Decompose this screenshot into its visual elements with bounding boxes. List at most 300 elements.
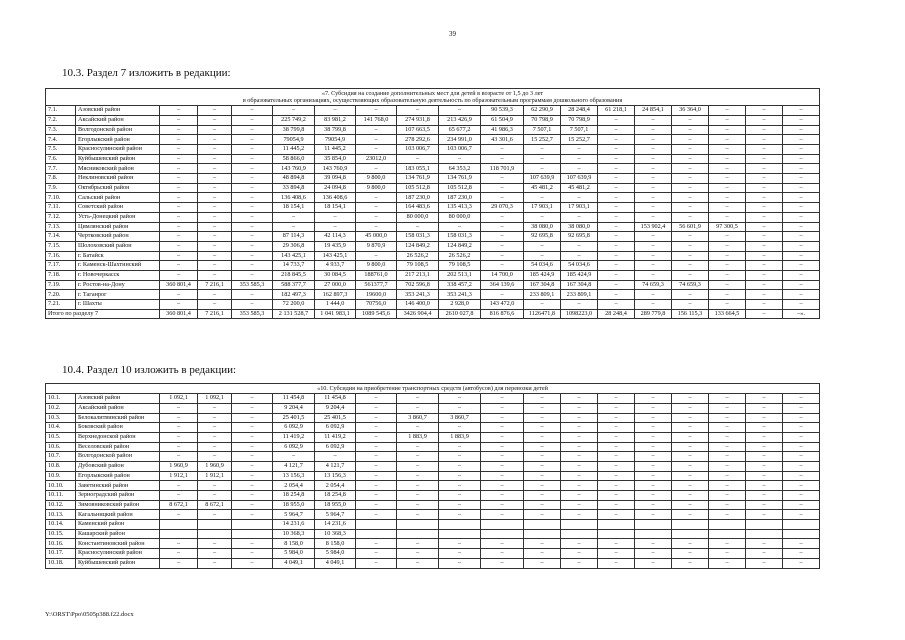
value-cell: – [598, 394, 635, 404]
value-cell: – [524, 300, 561, 310]
value-cell: – [356, 452, 397, 462]
value-cell: – [198, 203, 232, 213]
value-cell: 9 800,0 [356, 261, 397, 271]
value-cell: – [524, 212, 561, 222]
value-cell: – [561, 403, 598, 413]
value-cell: – [198, 290, 232, 300]
value-cell: 1 092,1 [160, 394, 198, 404]
value-cell: – [198, 432, 232, 442]
value-cell: – [356, 558, 397, 568]
value-cell: – [672, 461, 709, 471]
value-cell: – [672, 135, 709, 145]
value-cell: 7 216,1 [198, 280, 232, 290]
value-cell: 29 306,8 [273, 241, 315, 251]
value-cell: – [709, 174, 746, 184]
row-number: 10.7. [46, 452, 76, 462]
value-cell: – [746, 183, 783, 193]
total-value-cell: 1126471,8 [524, 309, 561, 319]
table-row [46, 432, 820, 442]
value-cell: – [356, 510, 397, 520]
value-cell: – [160, 432, 198, 442]
value-cell: – [783, 280, 820, 290]
value-cell: – [746, 280, 783, 290]
value-cell: – [232, 183, 273, 193]
value-cell: 41 986,3 [481, 125, 524, 135]
value-cell: – [524, 403, 561, 413]
value-cell: – [783, 183, 820, 193]
value-cell: – [356, 164, 397, 174]
row-number: 7.2. [46, 115, 76, 125]
value-cell: 4 121,7 [315, 461, 356, 471]
value-cell: – [783, 394, 820, 404]
value-cell: – [232, 203, 273, 213]
value-cell: – [635, 394, 672, 404]
value-cell: 23012,0 [356, 154, 397, 164]
value-cell: – [783, 115, 820, 125]
value-cell: – [232, 164, 273, 174]
value-cell: – [709, 423, 746, 433]
value-cell: 4 049,1 [273, 558, 315, 568]
value-cell [598, 520, 635, 530]
value-cell: – [672, 558, 709, 568]
section-10-table [45, 383, 820, 569]
value-cell: – [160, 300, 198, 310]
value-cell: 202 513,1 [439, 270, 481, 280]
value-cell: – [746, 115, 783, 125]
value-cell: 188761,0 [356, 270, 397, 280]
value-cell: – [746, 193, 783, 203]
row-number: 7.15. [46, 241, 76, 251]
value-cell: – [232, 539, 273, 549]
value-cell: 103 006,7 [397, 145, 439, 155]
value-cell: 97 300,5 [709, 222, 746, 232]
value-cell: – [672, 510, 709, 520]
value-cell: – [273, 452, 315, 462]
value-cell: 29 070,3 [481, 203, 524, 213]
municipality-name: Заветинский район [76, 481, 160, 491]
value-cell: 124 849,2 [439, 241, 481, 251]
total-value-cell: 1 041 983,1 [315, 309, 356, 319]
value-cell: – [561, 251, 598, 261]
value-cell: 4 121,7 [273, 461, 315, 471]
value-cell: – [198, 193, 232, 203]
value-cell: – [561, 500, 598, 510]
value-cell: 79054,9 [273, 135, 315, 145]
value-cell: – [709, 500, 746, 510]
municipality-name: Егорлыкский район [76, 135, 160, 145]
value-cell: – [232, 270, 273, 280]
table-row [46, 164, 820, 174]
value-cell: – [709, 549, 746, 559]
value-cell: – [635, 442, 672, 452]
value-cell: – [709, 203, 746, 213]
value-cell: 164 483,6 [397, 203, 439, 213]
value-cell: – [481, 452, 524, 462]
value-cell: – [397, 394, 439, 404]
value-cell: – [524, 241, 561, 251]
value-cell: 26 526,2 [397, 251, 439, 261]
value-cell: 24 094,8 [315, 183, 356, 193]
value-cell: – [481, 432, 524, 442]
value-cell: – [198, 442, 232, 452]
value-cell: – [273, 212, 315, 222]
value-cell: – [524, 549, 561, 559]
value-cell: – [561, 212, 598, 222]
value-cell: 1 960,9 [198, 461, 232, 471]
row-number: 10.14. [46, 520, 76, 530]
value-cell: – [672, 251, 709, 261]
value-cell: 702 596,8 [397, 280, 439, 290]
value-cell: – [397, 549, 439, 559]
value-cell: – [783, 241, 820, 251]
value-cell: – [783, 510, 820, 520]
value-cell: 54 034,6 [561, 261, 598, 271]
municipality-name: Боковский район [76, 423, 160, 433]
municipality-name: г. Таганрог [76, 290, 160, 300]
value-cell: – [672, 452, 709, 462]
value-cell: – [783, 442, 820, 452]
value-cell: – [160, 125, 198, 135]
value-cell: 2 054,4 [315, 481, 356, 491]
value-cell: – [746, 500, 783, 510]
value-cell: – [198, 183, 232, 193]
value-cell: 135 413,3 [439, 203, 481, 213]
value-cell: – [232, 115, 273, 125]
value-cell: – [198, 154, 232, 164]
municipality-name: Красносулинский район [76, 145, 160, 155]
row-number: 7.8. [46, 174, 76, 184]
value-cell: – [746, 145, 783, 155]
value-cell: – [524, 154, 561, 164]
value-cell [481, 529, 524, 539]
table-row [46, 413, 820, 423]
value-cell: – [635, 491, 672, 501]
value-cell: 74 659,3 [635, 280, 672, 290]
value-cell: 143 425,1 [273, 251, 315, 261]
total-value-cell: 7 216,1 [198, 309, 232, 319]
value-cell: – [672, 145, 709, 155]
row-number: 7.16. [46, 251, 76, 261]
value-cell: 143 425,1 [315, 251, 356, 261]
value-cell: – [635, 145, 672, 155]
value-cell: – [598, 183, 635, 193]
value-cell: 353 241,3 [439, 290, 481, 300]
value-cell: – [198, 452, 232, 462]
municipality-name: Куйбышевский район [76, 558, 160, 568]
value-cell: – [439, 491, 481, 501]
table-row [46, 558, 820, 568]
value-cell: 10 368,3 [273, 529, 315, 539]
table-row [46, 500, 820, 510]
value-cell: 36 364,0 [672, 106, 709, 116]
value-cell [232, 520, 273, 530]
value-cell: – [709, 394, 746, 404]
value-cell: 8 672,1 [198, 500, 232, 510]
value-cell: – [397, 423, 439, 433]
value-cell [709, 520, 746, 530]
table-row [46, 423, 820, 433]
total-value-cell: –». [783, 309, 820, 319]
value-cell [709, 529, 746, 539]
value-cell: 24 854,1 [635, 106, 672, 116]
value-cell: 58 866,0 [273, 154, 315, 164]
value-cell: 10 368,3 [315, 529, 356, 539]
value-cell: – [672, 300, 709, 310]
value-cell: – [356, 471, 397, 481]
row-number: 7.13. [46, 222, 76, 232]
value-cell [672, 520, 709, 530]
value-cell: 162 897,3 [315, 290, 356, 300]
value-cell: – [198, 413, 232, 423]
row-number: 7.4. [46, 135, 76, 145]
value-cell: – [598, 442, 635, 452]
value-cell: – [524, 145, 561, 155]
municipality-name: Константиновский район [76, 539, 160, 549]
value-cell: – [709, 241, 746, 251]
value-cell: – [160, 452, 198, 462]
value-cell: 11 445,2 [315, 145, 356, 155]
value-cell: – [635, 423, 672, 433]
row-number: 7.1. [46, 106, 76, 116]
value-cell: – [561, 491, 598, 501]
value-cell: – [672, 549, 709, 559]
value-cell: – [709, 432, 746, 442]
value-cell: – [746, 106, 783, 116]
page-number: 39 [449, 30, 456, 38]
value-cell: – [783, 261, 820, 271]
value-cell: – [160, 106, 198, 116]
value-cell: – [783, 500, 820, 510]
value-cell: 5 984,0 [315, 549, 356, 559]
value-cell: – [709, 251, 746, 261]
value-cell: – [746, 432, 783, 442]
value-cell: – [160, 212, 198, 222]
value-cell: – [356, 481, 397, 491]
value-cell: 9 800,0 [356, 174, 397, 184]
value-cell: – [524, 491, 561, 501]
value-cell: – [198, 241, 232, 251]
value-cell: – [783, 471, 820, 481]
value-cell: – [783, 481, 820, 491]
value-cell: – [672, 193, 709, 203]
value-cell: 33 894,8 [273, 183, 315, 193]
total-value-cell: 2 131 528,7 [273, 309, 315, 319]
municipality-name: Советский район [76, 203, 160, 213]
value-cell: – [709, 125, 746, 135]
value-cell: 234 991,0 [439, 135, 481, 145]
table-row [46, 222, 820, 232]
value-cell: – [198, 174, 232, 184]
municipality-name: Октябрьский район [76, 183, 160, 193]
value-cell: 2 928,0 [439, 300, 481, 310]
value-cell: – [232, 300, 273, 310]
value-cell: – [160, 270, 198, 280]
value-cell: – [783, 145, 820, 155]
value-cell [160, 520, 198, 530]
value-cell: – [672, 491, 709, 501]
total-value-cell: 360 801,4 [160, 309, 198, 319]
value-cell [746, 520, 783, 530]
row-number: 10.2. [46, 403, 76, 413]
value-cell: 11 454,8 [273, 394, 315, 404]
value-cell: – [598, 280, 635, 290]
value-cell [160, 529, 198, 539]
value-cell: – [561, 154, 598, 164]
value-cell: – [709, 135, 746, 145]
municipality-name: Зимовниковский район [76, 500, 160, 510]
value-cell: – [561, 558, 598, 568]
value-cell [439, 529, 481, 539]
value-cell: 14 231,6 [315, 520, 356, 530]
value-cell: – [746, 222, 783, 232]
value-cell: – [672, 290, 709, 300]
table-row [46, 520, 820, 530]
value-cell: – [439, 471, 481, 481]
value-cell: 185 424,9 [524, 270, 561, 280]
value-cell: 364 139,6 [481, 280, 524, 290]
file-path-footer: Y:\ORST\Ppo\0505p388.f22.docx [45, 611, 134, 618]
value-cell: – [232, 232, 273, 242]
value-cell: 28 248,4 [561, 106, 598, 116]
value-cell: – [709, 491, 746, 501]
value-cell: – [524, 452, 561, 462]
value-cell: 11 419,2 [315, 432, 356, 442]
table-row [46, 549, 820, 559]
value-cell: – [160, 558, 198, 568]
value-cell: – [160, 510, 198, 520]
value-cell: 74 659,3 [672, 280, 709, 290]
value-cell: 5 984,0 [273, 549, 315, 559]
value-cell: – [232, 461, 273, 471]
value-cell: 19600,0 [356, 290, 397, 300]
table-row [46, 539, 820, 549]
value-cell: – [524, 471, 561, 481]
value-cell: 107 639,9 [561, 174, 598, 184]
value-cell: – [672, 212, 709, 222]
value-cell: – [397, 539, 439, 549]
value-cell [561, 529, 598, 539]
value-cell: – [783, 452, 820, 462]
value-cell: – [356, 106, 397, 116]
table-row [46, 135, 820, 145]
value-cell: – [315, 106, 356, 116]
value-cell: 7 507,1 [561, 125, 598, 135]
value-cell: – [397, 510, 439, 520]
value-cell: – [198, 222, 232, 232]
value-cell [397, 529, 439, 539]
value-cell: – [356, 539, 397, 549]
row-number: 7.12. [46, 212, 76, 222]
value-cell: 1 883,9 [439, 432, 481, 442]
value-cell [561, 520, 598, 530]
value-cell: 80 000,0 [397, 212, 439, 222]
value-cell: – [481, 539, 524, 549]
value-cell: – [397, 403, 439, 413]
municipality-name: Азовский район [76, 106, 160, 116]
value-cell: – [439, 461, 481, 471]
value-cell: 64 353,2 [439, 164, 481, 174]
value-cell: – [160, 193, 198, 203]
value-cell: – [198, 106, 232, 116]
value-cell: – [481, 241, 524, 251]
value-cell: – [524, 432, 561, 442]
value-cell: – [198, 558, 232, 568]
value-cell: – [598, 491, 635, 501]
value-cell: 8 158,0 [273, 539, 315, 549]
value-cell: – [598, 452, 635, 462]
row-number: 10.12. [46, 500, 76, 510]
value-cell: 25 401,5 [273, 413, 315, 423]
value-cell: – [356, 491, 397, 501]
value-cell: – [709, 115, 746, 125]
value-cell: 61 218,1 [598, 106, 635, 116]
table-row [46, 481, 820, 491]
value-cell: 79054,9 [315, 135, 356, 145]
value-cell: – [356, 251, 397, 261]
value-cell: 1 444,0 [315, 300, 356, 310]
value-cell: 70 798,9 [524, 115, 561, 125]
value-cell: – [635, 510, 672, 520]
municipality-name: г. Батайск [76, 251, 160, 261]
value-cell: – [635, 270, 672, 280]
value-cell: 38 080,0 [561, 222, 598, 232]
value-cell: 45 481,2 [524, 183, 561, 193]
value-cell: 18 154,1 [273, 203, 315, 213]
value-cell: – [635, 115, 672, 125]
value-cell: 18 154,1 [315, 203, 356, 213]
municipality-name: Мясниковский район [76, 164, 160, 174]
value-cell: 72 200,0 [273, 300, 315, 310]
value-cell: – [198, 125, 232, 135]
value-cell: – [709, 106, 746, 116]
value-cell: – [709, 403, 746, 413]
value-cell: – [598, 212, 635, 222]
value-cell: – [746, 164, 783, 174]
value-cell: 38 799,8 [273, 125, 315, 135]
municipality-name: Верхнедонской район [76, 432, 160, 442]
table-row [46, 290, 820, 300]
value-cell: – [439, 452, 481, 462]
total-value-cell: 1089 545,6 [356, 309, 397, 319]
value-cell: – [397, 471, 439, 481]
value-cell: – [598, 203, 635, 213]
municipality-name: Егорлыкский район [76, 471, 160, 481]
value-cell: 103 006,7 [439, 145, 481, 155]
table-row [46, 403, 820, 413]
value-cell: – [481, 549, 524, 559]
table-row [46, 442, 820, 452]
value-cell: – [198, 510, 232, 520]
value-cell: – [635, 232, 672, 242]
municipality-name: Красносулинский район [76, 549, 160, 559]
value-cell: – [397, 154, 439, 164]
value-cell: 11 454,8 [315, 394, 356, 404]
value-cell: – [198, 403, 232, 413]
row-number: 7.9. [46, 183, 76, 193]
value-cell: – [783, 193, 820, 203]
value-cell [524, 520, 561, 530]
row-number: 10.13. [46, 510, 76, 520]
value-cell: – [635, 539, 672, 549]
row-number: 7.19. [46, 280, 76, 290]
value-cell: – [561, 423, 598, 433]
value-cell: – [635, 135, 672, 145]
value-cell: – [635, 174, 672, 184]
value-cell: – [709, 461, 746, 471]
value-cell: – [783, 270, 820, 280]
value-cell: – [481, 413, 524, 423]
value-cell: – [232, 500, 273, 510]
